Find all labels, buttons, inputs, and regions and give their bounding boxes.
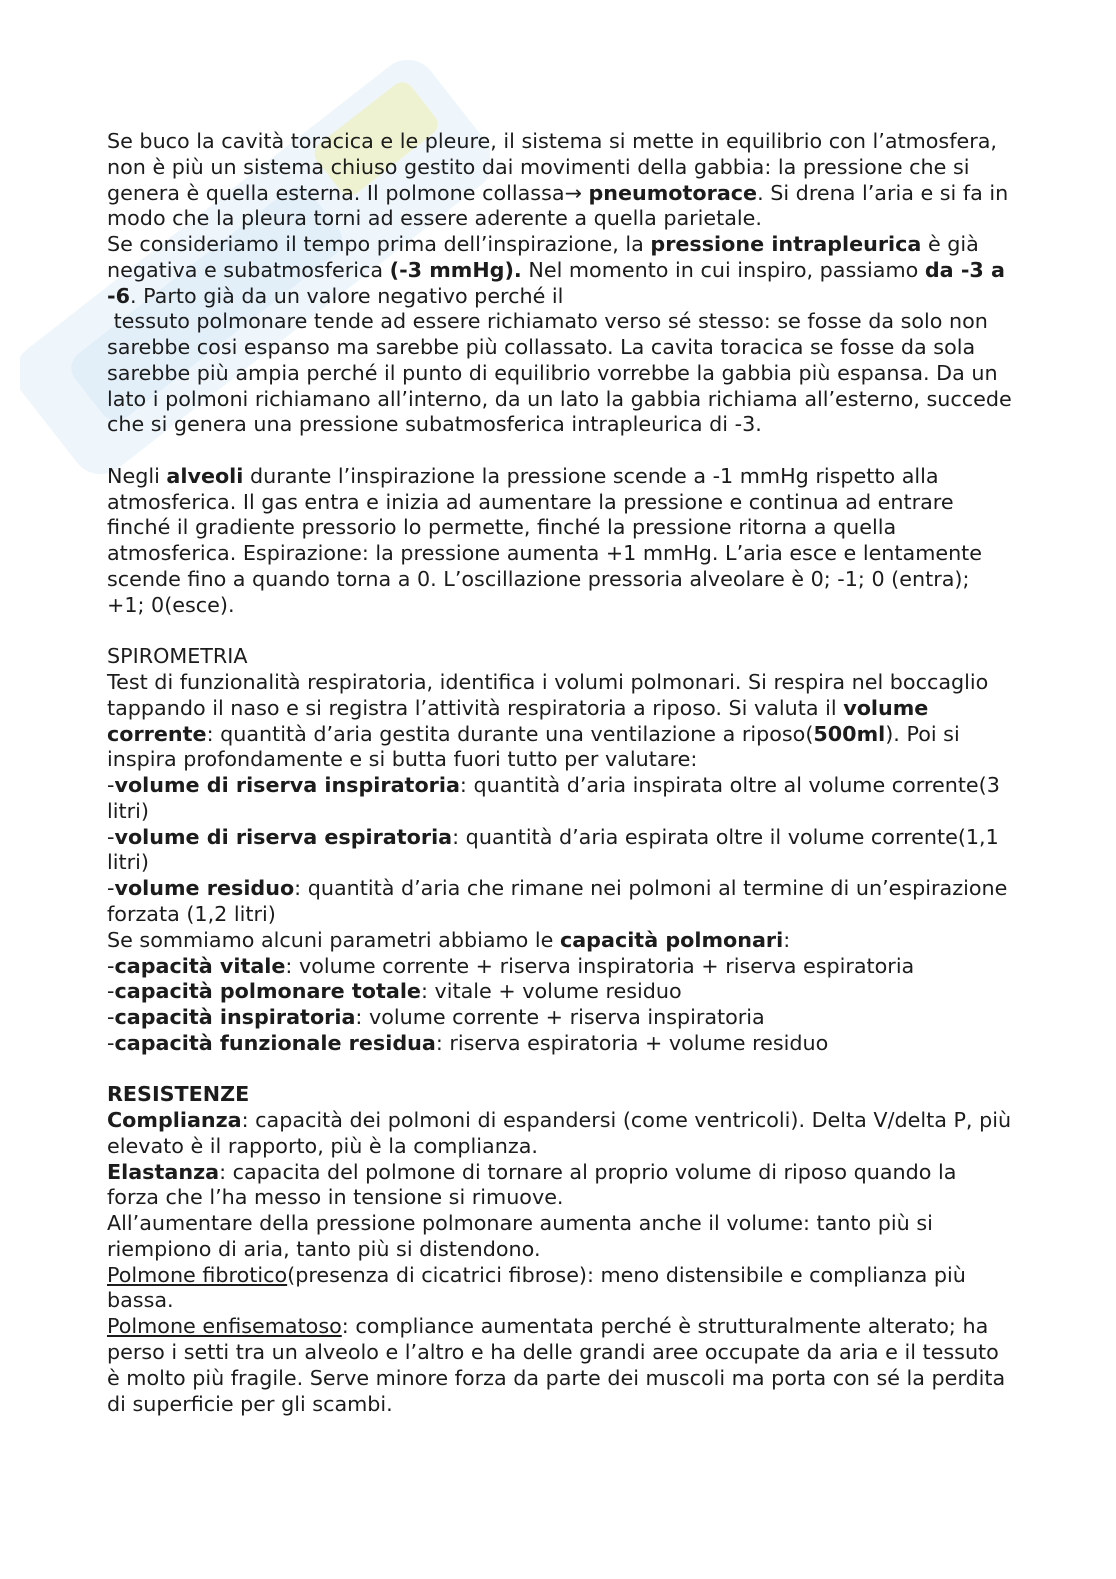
- bold-term: pressione intrapleurica: [650, 232, 922, 257]
- text-line: [107, 206, 1012, 232]
- text-run: atmosferica. Il gas entra e inizia ad aumentare la pressione e continua ad entrare: [107, 489, 954, 514]
- text-line: [107, 567, 1012, 593]
- text-run: finché il gradiente pressorio lo permette, finché la pressione ritorna a quella: [107, 515, 897, 540]
- text-line: [107, 696, 1012, 722]
- text-line: [107, 412, 1012, 438]
- text-line: [107, 1134, 1012, 1160]
- text-run: non è più un sistema chiuso gestito dai movimenti della gabbia: la pressione che si: [107, 154, 970, 179]
- bold-term: Complianza: [107, 1108, 242, 1133]
- text-run: che si genera una pressione subatmosferica intrapleurica di -3.: [107, 412, 762, 437]
- text-run: negativa e subatmosferica: [107, 257, 390, 282]
- list-dash: -: [107, 979, 115, 1004]
- text-run: Se sommiamo alcuni parametri abbiamo le: [107, 927, 560, 952]
- text-run: è già: [921, 232, 979, 257]
- list-dash: -: [107, 773, 115, 798]
- text-line: [107, 155, 1012, 181]
- list-item: [107, 954, 1012, 980]
- bold-term: capacità polmonari: [559, 927, 784, 952]
- list-dash: -: [107, 953, 115, 978]
- text-line: [107, 1237, 1012, 1263]
- section-alveoli: [107, 464, 1012, 619]
- underlined-term: Polmone enfisematoso: [107, 1314, 342, 1339]
- text-run: Negli: [107, 463, 167, 488]
- text-line: [107, 747, 1012, 773]
- bold-term: (-3 mmHg).: [389, 257, 522, 282]
- text-line: [107, 541, 1012, 567]
- text-line: [107, 1160, 1012, 1186]
- text-run: (presenza di cicatrici fibrose): meno distensibile e complianza più: [287, 1262, 966, 1287]
- bold-term: volume di riserva inspiratoria: [114, 773, 460, 798]
- list-item: [107, 1031, 1012, 1057]
- text-line: [107, 309, 1012, 335]
- text-run: forza che l’ha messo in tensione si rimuove.: [107, 1185, 564, 1210]
- text-run: : capacità dei polmoni di espandersi (come ventricoli). Delta V/delta P, più: [241, 1108, 1012, 1133]
- bold-term: Elastanza: [107, 1159, 220, 1184]
- text-line: [107, 1288, 1012, 1314]
- text-run: bassa.: [107, 1288, 174, 1313]
- text-run: : riserva espiratoria + volume residuo: [435, 1030, 829, 1055]
- text-run: tappando il naso e si registra l’attività respiratoria a riposo. Si valuta il: [107, 695, 844, 720]
- bold-term: volume: [843, 695, 929, 720]
- text-run: perso i setti tra un alveolo e l’altro e ha delle grandi aree occupate da aria e il tessuto: [107, 1339, 999, 1364]
- bold-term: volume residuo: [114, 876, 295, 901]
- text-run: modo che la pleura torni ad essere aderente a quella parietale.: [107, 206, 762, 231]
- text-line: [107, 722, 1012, 748]
- text-run: ). Poi si: [885, 721, 960, 746]
- text-run: forzata (1,2 litri): [107, 901, 276, 926]
- text-run: : vitale + volume residuo: [420, 979, 682, 1004]
- text-run: lato i polmoni richiamano all’interno, da un lato la gabbia richiama all’esterno, succede: [107, 386, 1012, 411]
- bold-term: capacità funzionale residua: [114, 1030, 436, 1055]
- list-dash: -: [107, 824, 115, 849]
- text-run: litri): [107, 850, 149, 875]
- bold-term: 500ml: [813, 721, 886, 746]
- text-line: [107, 232, 1012, 258]
- text-run: : quantità d’aria gestita durante una ventilazione a riposo(: [206, 721, 814, 746]
- text-run: : volume corrente + riserva inspiratoria: [355, 1005, 765, 1030]
- blank-line: [107, 619, 1012, 645]
- list-item: [107, 1005, 1012, 1031]
- text-line: [107, 490, 1012, 516]
- text-line: [107, 335, 1012, 361]
- text-line: [107, 1340, 1012, 1366]
- text-line: [107, 258, 1012, 284]
- text-line: [107, 593, 1012, 619]
- text-line: [107, 1108, 1012, 1134]
- text-line: [107, 1366, 1012, 1392]
- list-item: [107, 773, 1012, 799]
- text-run: scende fino a quando torna a 0. L’oscillazione pressoria alveolare è 0; -1; 0 (entra);: [107, 567, 970, 592]
- text-run: Se consideriamo il tempo prima dell’inspirazione, la: [107, 232, 651, 257]
- blank-line: [107, 1057, 1012, 1083]
- text-run: litri): [107, 798, 149, 823]
- bold-term: -6: [107, 283, 130, 308]
- blank-line: [107, 438, 1012, 464]
- text-run: All’aumentare della pressione polmonare aumenta anche il volume: tanto più si: [107, 1211, 933, 1236]
- section-resistenze: [107, 1082, 1012, 1417]
- bold-term: volume di riserva espiratoria: [114, 824, 453, 849]
- text-run: genera è quella esterna. Il polmone collassa→: [107, 180, 589, 205]
- text-run: atmosferica. Espirazione: la pressione aumenta +1 mmHg. L’aria esce e lentamente: [107, 541, 983, 566]
- underlined-term: Polmone fibrotico: [107, 1262, 288, 1287]
- text-run: . Si drena l’aria e si fa in: [757, 180, 1009, 205]
- bold-term: capacità vitale: [114, 953, 286, 978]
- text-run: . Parto già da un valore negativo perché il: [129, 283, 564, 308]
- bold-term: pneumotorace: [588, 180, 758, 205]
- text-run: Test di funzionalità respiratoria, identifica i volumi polmonari. Si respira nel boccaglio: [107, 670, 989, 695]
- text-run: sarebbe cosi espanso ma sarebbe più collassato. La cavita toracica se fosse da sola: [107, 335, 976, 360]
- text-run: Se buco la cavità toracica e le pleure, il sistema si mette in equilibrio con l’atmosfera,: [107, 129, 997, 153]
- text-run: durante l’inspirazione la pressione scende a -1 mmHg rispetto alla: [243, 463, 939, 488]
- text-run: : quantità d’aria inspirata oltre al volume corrente(3: [459, 773, 1000, 798]
- text-run: : quantità d’aria che rimane nei polmoni al termine di un’espirazione: [294, 876, 1008, 901]
- text-line: [107, 387, 1012, 413]
- text-line: [107, 129, 1012, 155]
- text-line: [107, 1314, 1012, 1340]
- bold-term: alveoli: [166, 463, 244, 488]
- text-line: [107, 1211, 1012, 1237]
- text-line: [107, 464, 1012, 490]
- text-line: [107, 850, 1012, 876]
- text-line: [107, 928, 1012, 954]
- bold-term: capacità polmonare totale: [114, 979, 421, 1004]
- section-spirometria: [107, 644, 1012, 1056]
- text-run: : compliance aumentata perché è strutturalmente alterato; ha: [341, 1314, 989, 1339]
- text-run: Nel momento in cui inspiro, passiamo: [521, 257, 925, 282]
- text-line: [107, 670, 1012, 696]
- text-line: [107, 181, 1012, 207]
- bold-term: corrente: [107, 721, 207, 746]
- section-heading-spirometria: SPIROMETRIA: [107, 644, 248, 669]
- text-run: tessuto polmonare tende ad essere richiamato verso sé stesso: se fosse da solo non: [107, 309, 988, 334]
- section-heading-resistenze: RESISTENZE: [107, 1082, 250, 1107]
- list-dash: -: [107, 1005, 115, 1030]
- text-line: [107, 1263, 1012, 1289]
- list-dash: -: [107, 1030, 115, 1055]
- text-run: inspira profondamente e si butta fuori tutto per valutare:: [107, 747, 698, 772]
- section-pleura: [107, 129, 1012, 438]
- text-run: elevato è il rapporto, più è la complianza.: [107, 1133, 538, 1158]
- text-run: è molto più fragile. Serve minore forza da parte dei muscoli ma porta con sé la perdita: [107, 1365, 1006, 1390]
- text-run: sarebbe più ampia perché il punto di equilibrio vorrebbe la gabbia più espansa. Da un: [107, 360, 998, 385]
- list-item: [107, 876, 1012, 902]
- list-dash: -: [107, 876, 115, 901]
- text-run: : quantità d’aria espirata oltre il volume corrente(1,1: [452, 824, 999, 849]
- list-item: [107, 825, 1012, 851]
- text-run: riempiono di aria, tanto più si distendono.: [107, 1236, 541, 1261]
- text-run: +1; 0(esce).: [107, 592, 235, 617]
- text-line: [107, 361, 1012, 387]
- text-line: [107, 515, 1012, 541]
- bold-term: capacità inspiratoria: [114, 1005, 356, 1030]
- text-line: [107, 284, 1012, 310]
- text-run: :: [783, 927, 791, 952]
- document-body: [107, 129, 1012, 1417]
- list-item: [107, 979, 1012, 1005]
- text-run: : capacita del polmone di tornare al proprio volume di riposo quando la: [219, 1159, 957, 1184]
- text-run: di superficie per gli scambi.: [107, 1391, 393, 1416]
- text-run: : volume corrente + riserva inspiratoria + riserva espiratoria: [285, 953, 915, 978]
- text-line: [107, 1392, 1012, 1418]
- text-line: [107, 902, 1012, 928]
- bold-term: da -3 a: [924, 257, 1005, 282]
- text-line: [107, 1185, 1012, 1211]
- text-line: [107, 799, 1012, 825]
